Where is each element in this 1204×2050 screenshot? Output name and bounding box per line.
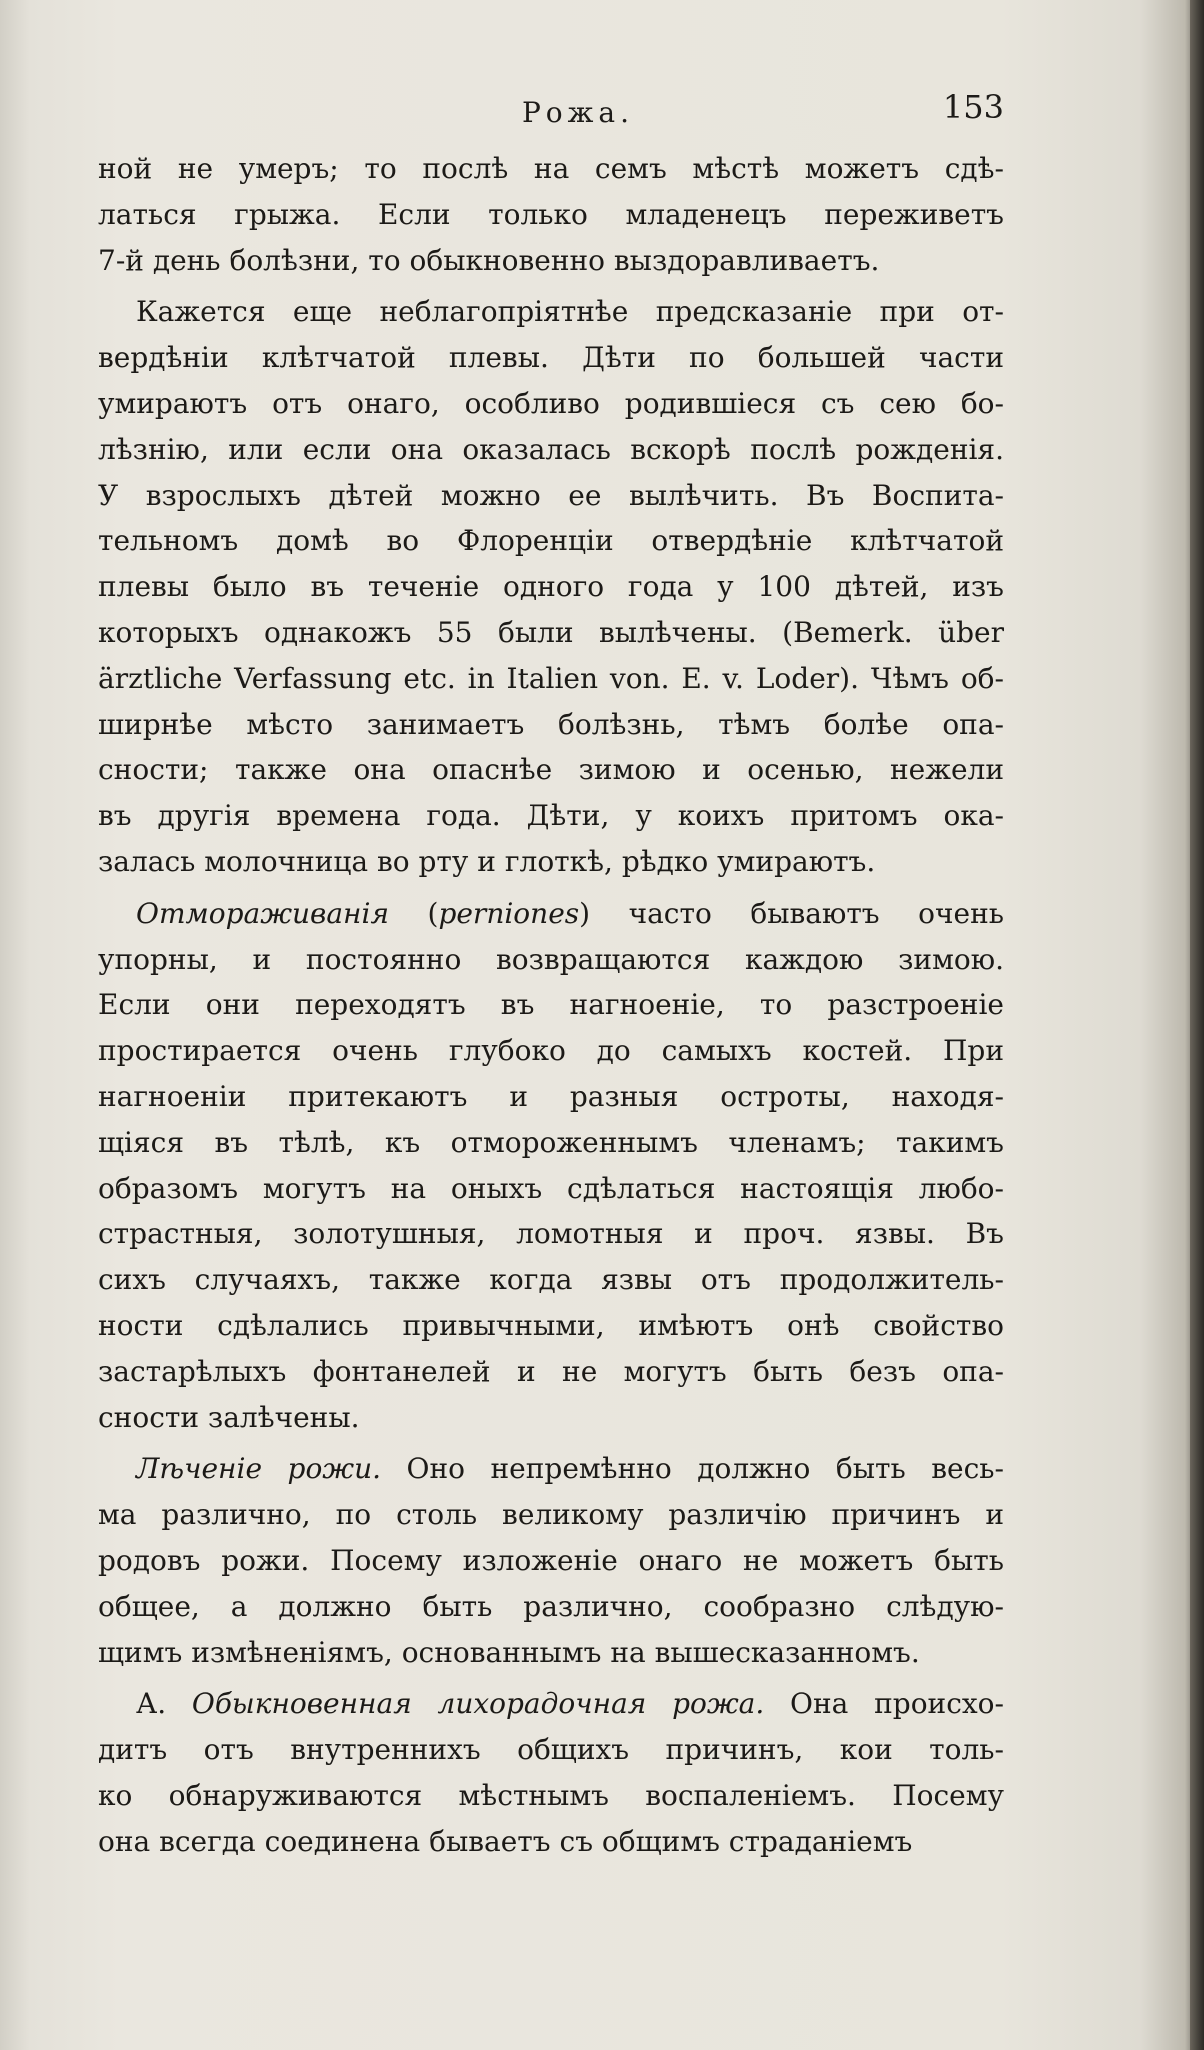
italic-text: Обыкновенная лихорадочная рожа.	[191, 1687, 765, 1721]
text-line	[98, 1303, 1004, 1349]
text-segment: ности сдѣлались привычными, имѣютъ онѣ свойство	[98, 1308, 1004, 1342]
text-line	[98, 1538, 1004, 1584]
text-segment: умираютъ отъ онаго, особливо родившіеся съ сею бо-	[98, 386, 1004, 420]
text-segment: ко обнаруживаются мѣстнымъ воспаленіемъ. Посему	[98, 1778, 1004, 1812]
text-line	[98, 747, 1004, 793]
text-line	[98, 1492, 1004, 1538]
text-line	[98, 335, 1004, 381]
text-segment: У взрослыхъ дѣтей можно ее вылѣчить. Въ Воспита-	[98, 478, 1004, 512]
text-segment: Оно непремѣнно должно быть весь-	[381, 1452, 1004, 1486]
text-segment: лѣзнію, или если она оказалась вскорѣ послѣ рожденія.	[98, 432, 1004, 466]
text-segment: (	[388, 896, 439, 930]
text-segment: ширнѣе мѣсто занимаетъ болѣзнь, тѣмъ болѣе опа-	[98, 707, 1004, 741]
text-segment: общее, а должно быть различно, сообразно слѣдую-	[98, 1589, 1004, 1623]
text-line	[98, 891, 1004, 937]
text-segment: упорны, и постоянно возвращаются каждою зимою.	[98, 942, 1004, 976]
text-line	[98, 1166, 1004, 1212]
text-segment: Если они переходятъ въ нагноеніе, то разстроеніе	[98, 988, 1004, 1022]
text-segment: щіяся въ тѣлѣ, къ отмороженнымъ членамъ; такимъ	[98, 1125, 1004, 1159]
text-line	[98, 1727, 1004, 1773]
text-line	[98, 238, 1004, 284]
text-line	[98, 1584, 1004, 1630]
text-segment: дитъ отъ внутреннихъ общихъ причинъ, кои толь-	[98, 1733, 1004, 1767]
text-line	[98, 1773, 1004, 1819]
text-line	[98, 146, 1004, 192]
paragraph	[98, 891, 1004, 1441]
text-line	[98, 1395, 1004, 1441]
page-body	[98, 146, 1004, 1864]
text-segment: щимъ измѣненіямъ, основаннымъ на вышесказанномъ.	[98, 1635, 920, 1669]
text-segment: А.	[136, 1687, 192, 1721]
scan-shadow-edge	[1190, 0, 1204, 2050]
text-line	[98, 982, 1004, 1028]
text-line	[98, 518, 1004, 564]
italic-text: perniones	[438, 896, 580, 930]
text-line	[98, 1349, 1004, 1395]
text-line	[98, 793, 1004, 839]
text-segment: застарѣлыхъ фонтанелей и не могутъ быть безъ опа-	[98, 1354, 1004, 1388]
text-segment: она всегда соединена бываетъ съ общимъ страданіемъ	[98, 1824, 913, 1858]
paragraph	[98, 1681, 1004, 1864]
text-line	[98, 702, 1004, 748]
text-segment: вердѣніи клѣтчатой плевы. Дѣти по большей части	[98, 341, 1004, 375]
page-number: 153	[942, 88, 1004, 126]
text-line	[98, 427, 1004, 473]
text-segment: Она происхо-	[764, 1687, 1004, 1721]
text-segment: тельномъ домѣ во Флоренціи отвердѣніе клѣтчатой	[98, 524, 1004, 558]
text-segment: сихъ случаяхъ, также когда язвы отъ продолжитель-	[98, 1263, 1004, 1297]
text-line	[98, 1120, 1004, 1166]
text-line	[98, 1074, 1004, 1120]
text-segment: ной не умеръ; то послѣ на семъ мѣстѣ можетъ сдѣ-	[98, 152, 1004, 185]
text-segment: ärztliche Verfassung etc. in Italien von. E. v. Loder). Чѣмъ об-	[98, 661, 1004, 695]
paragraph	[98, 289, 1004, 884]
text-segment: 7-й день болѣзни, то обыкновенно выздоравливаетъ.	[98, 243, 880, 277]
text-segment: Кажется еще неблагопріятнѣе предсказаніе при от-	[136, 295, 1004, 329]
text-line	[98, 473, 1004, 519]
text-segment: сности; также она опаснѣе зимою и осенью, нежели	[98, 753, 1004, 787]
paragraph	[98, 146, 1004, 283]
text-segment: которыхъ однакожъ 55 были вылѣчены. (Bemerk. über	[98, 615, 1004, 649]
text-line	[98, 656, 1004, 702]
text-segment: ) часто бываютъ очень	[579, 896, 1004, 930]
text-segment: страстныя, золотушныя, ломотныя и проч. язвы. Въ	[98, 1217, 1004, 1251]
text-segment: родовъ рожи. Посему изложеніе онаго не можетъ быть	[98, 1543, 1004, 1577]
text-line	[98, 937, 1004, 983]
text-segment: ма различно, по столь великому различію причинъ и	[98, 1498, 1004, 1532]
text-segment: сности залѣчены.	[98, 1400, 360, 1434]
page-header	[98, 88, 1004, 136]
paragraph	[98, 1446, 1004, 1675]
text-line	[98, 1446, 1004, 1492]
italic-text: Лѣченіе рожи.	[136, 1452, 382, 1486]
running-head: Рожа.	[521, 96, 635, 129]
text-segment: нагноеніи притекаютъ и разныя остроты, находя-	[98, 1079, 1004, 1113]
text-line	[98, 192, 1004, 238]
text-segment: латься грыжа. Если только младенецъ переживетъ	[98, 197, 1004, 231]
text-segment: въ другія времена года. Дѣти, у коихъ притомъ ока-	[98, 799, 1004, 833]
text-line	[98, 1681, 1004, 1727]
text-line	[98, 564, 1004, 610]
text-segment: залась молочница во рту и глоткѣ, рѣдко умираютъ.	[98, 844, 876, 878]
text-line	[98, 839, 1004, 885]
text-segment: простирается очень глубоко до самыхъ костей. При	[98, 1034, 1004, 1068]
text-line	[98, 1630, 1004, 1676]
text-line	[98, 381, 1004, 427]
text-line	[98, 1211, 1004, 1257]
text-line	[98, 289, 1004, 335]
text-line	[98, 610, 1004, 656]
text-line	[98, 1028, 1004, 1074]
text-segment: плевы было въ теченіе одного года у 100 дѣтей, изъ	[98, 570, 1004, 604]
text-line	[98, 1257, 1004, 1303]
text-segment: образомъ могутъ на оныхъ сдѣлаться настоящія любо-	[98, 1171, 1004, 1205]
italic-text: Отмораживанія	[136, 896, 389, 930]
text-line	[98, 1819, 1004, 1865]
